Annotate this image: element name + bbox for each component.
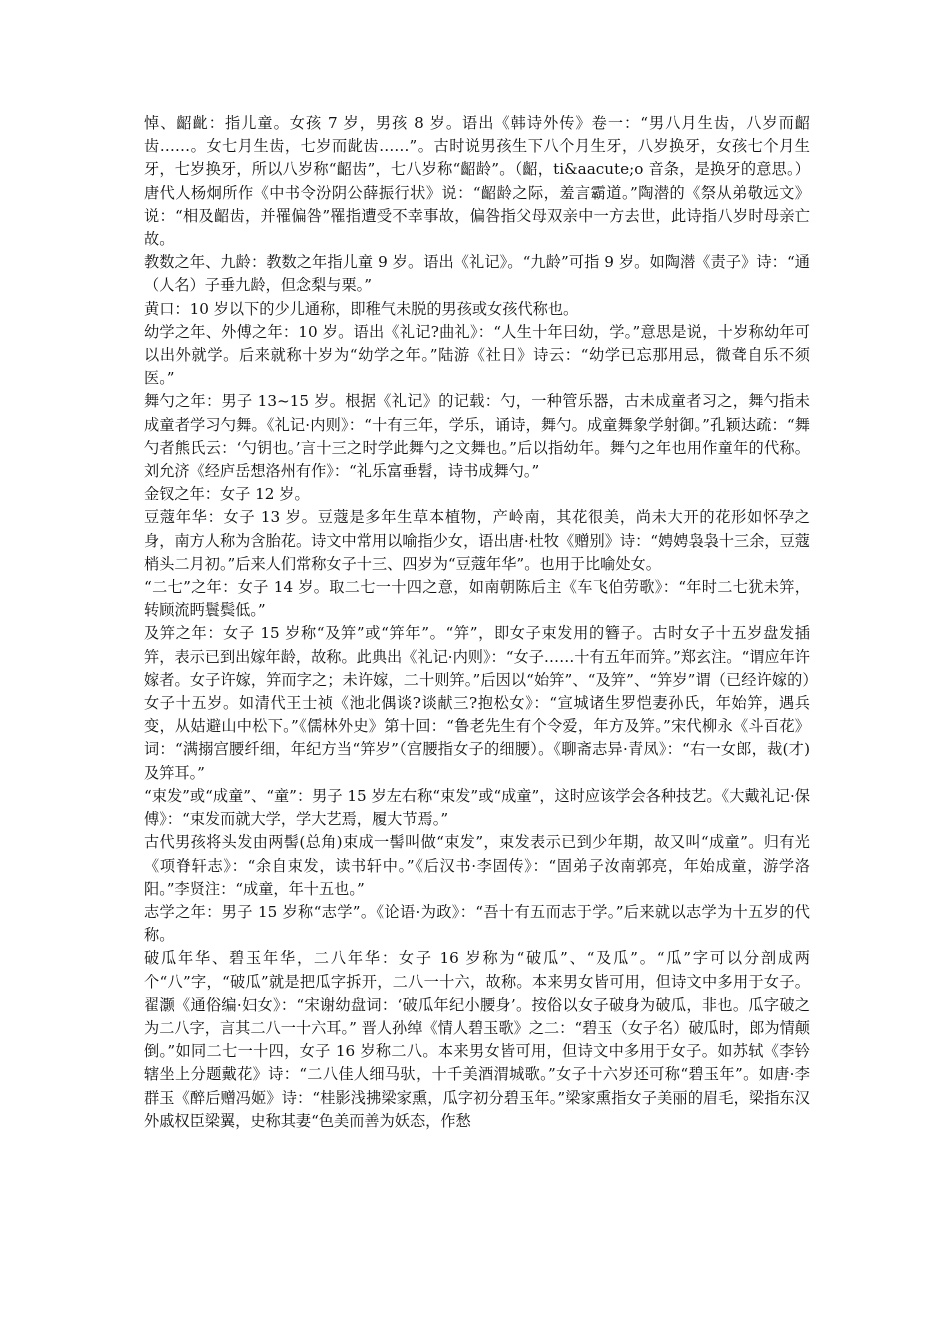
paragraph-shufa: “束发”或“成童”、“童”：男子 15 岁左右称“束发”或“成童”，这时应该学会各种技艺。《大戴礼记·保傅》：“束发而就大学，学大艺焉，履大节焉。” — [144, 786, 810, 829]
document-page — [144, 112, 810, 1133]
paragraph-tiaoling: 悼、齠齔：指儿童。女孩 7 岁，男孩 8 岁。语出《韩诗外传》卷一：“男八月生齿，八岁而齠齿……。女七月生齿，七岁而龀齿……”。古时说男孩生下八个月生牙，八岁换牙，女孩七个月生牙，七岁换牙，所以八岁称“齠齿”，七八岁称“齠龄”。（齠，ti&aacute;o 音条，是换牙的意思。）唐代人杨炯所作《中书令汾阴公薛振行状》说：“齠龄之际，羞言霸道。”陶潜的《祭从弟敬远文》说：“相及齠齿，并罹偏咎”罹指遭受不幸事故，偏咎指父母双亲中一方去世，此诗指八岁时母亲亡故。 — [144, 114, 810, 249]
paragraph-pogua: 破瓜年华、碧玉年华，二八年华：女子 16 岁称为“破瓜”、“及瓜”。“瓜”字可以分剖成两个“八”字，“破瓜”就是把瓜字拆开，二八一十六，故称。本来男女皆可用，但诗文中多用于女子。翟灏《通俗编·妇女》：“宋谢幼盘词：‘破瓜年纪小腰身’。按俗以女子破身为破瓜，非也。瓜字破之为二八字，言其二八一十六耳。” 晋人孙绰《情人碧玉歌》之二：“碧玉（女子名）破瓜时，郎为情颠倒。”如同二七一十四，女子 16 岁称二八。本来男女皆可用，但诗文中多用于女子。如苏轼《李钤辖坐上分题戴花》诗：“二八佳人细马驮，十千美酒渭城歌。”女子十六岁还可称“碧玉年”。如唐·李群玉《醉后赠冯姬》诗：“桂影浅拂梁家熏，瓜字初分碧玉年。”梁家熏指女子美丽的眉毛，梁指东汉外戚权臣梁翼，史称其妻“色美而善为妖态，作愁 — [144, 949, 810, 1130]
paragraph-erqi: “二七”之年：女子 14 岁。取二七一十四之意，如南朝陈后主《车飞伯劳歌》：“年时二七犹未笄，转顾流眄鬟鬓低。” — [144, 578, 810, 620]
paragraph-shufa-explained: 古代男孩将头发由两髻(总角)束成一髻叫做“束发”，束发表示已到少年期，故又叫“成童”。归有光《项脊轩志》：“余自束发，读书轩中。”《后汉书·李固传》：“固弟子汝南郭亮，年始成童，游学洛阳。”李贤注：“成童，年十五也。” — [144, 833, 810, 898]
paragraph-wushao: 舞勺之年：男子 13~15 岁。根据《礼记》的记载：勺，一种管乐器，古未成童者习之，舞勺指未成童者学习勺舞。《礼记·内则》：“十有三年，学乐，诵诗，舞勺。成童舞象学射御。”孔颖达疏：“舞勺者熊氏云：‘勺钥也。’言十三之时学此舞勺之文舞也。”后以指幼年。舞勺之年也用作童年的代称。刘允济《经庐岳想洛州有作》：“礼乐富垂髫，诗书成舞勺。” — [144, 392, 810, 481]
paragraph-huangkou: 黄口：10 岁以下的少儿通称，即稚气未脱的男孩或女孩代称也。 — [144, 299, 579, 318]
paragraph-doukou: 豆蔻年华：女子 13 岁。豆蔻是多年生草本植物，产岭南，其花很美，尚未大开的花形如怀孕之身，南方人称为含胎花。诗文中常用以喻指少女，语出唐·杜牧《赠别》诗：“娉娉袅袅十三余，豆蔻梢头二月初。”后来人们常称女子十三、四岁为“豆蔻年华”。也用于比喻处女。 — [144, 508, 810, 573]
paragraph-jiji: 及笄之年：女子 15 岁称“及笄”或“笄年”。“笄”，即女子束发用的簪子。古时女子十五岁盘发插笄，表示已到出嫁年龄，故称。此典出《礼记·内则》：“女子……十有五年而笄。”郑玄注。“谓应年许嫁者。女子许嫁，笄而字之；未许嫁，二十则笄。”后因以“始笄”、“及笄”、“笄岁”谓（已经许嫁的）女子十五岁。如清代王士祯《池北偶谈?谈献三?抱松女》：“宣城诸生罗恺妻孙氏，年始笄，遇兵变，从姑避山中松下。”《儒林外史》第十回：“鲁老先生有个令爱，年方及笄。”宋代柳永《斗百花》词：“满搦宫腰纤细，年纪方当“笄岁”（宫腰指女子的细腰）。《聊斋志异·青凤》：“右一女郎，裁(才)及笄耳。” — [144, 624, 810, 782]
paragraph-jinchai: 金钗之年：女子 12 岁。 — [144, 485, 310, 504]
paragraph-jiaoshu: 教数之年、九龄：教数之年指儿童 9 岁。语出《礼记》。“九龄”可指 9 岁。如陶潜《责子》诗：“通（人名）子垂九龄，但念梨与栗。” — [144, 253, 810, 295]
paragraph-youxue: 幼学之年、外傅之年：10 岁。语出《礼记?曲礼》：“人生十年曰幼，学。”意思是说，十岁称幼年可以出外就学。后来就称十岁为“幼学之年。”陆游《社日》诗云：“幼学已忘那用忌，微聋自乐不须医。” — [144, 322, 810, 388]
paragraph-zhixue: 志学之年：男子 15 岁称“志学”。《论语·为政》：“吾十有五而志于学。”后来就以志学为十五岁的代称。 — [144, 902, 810, 945]
